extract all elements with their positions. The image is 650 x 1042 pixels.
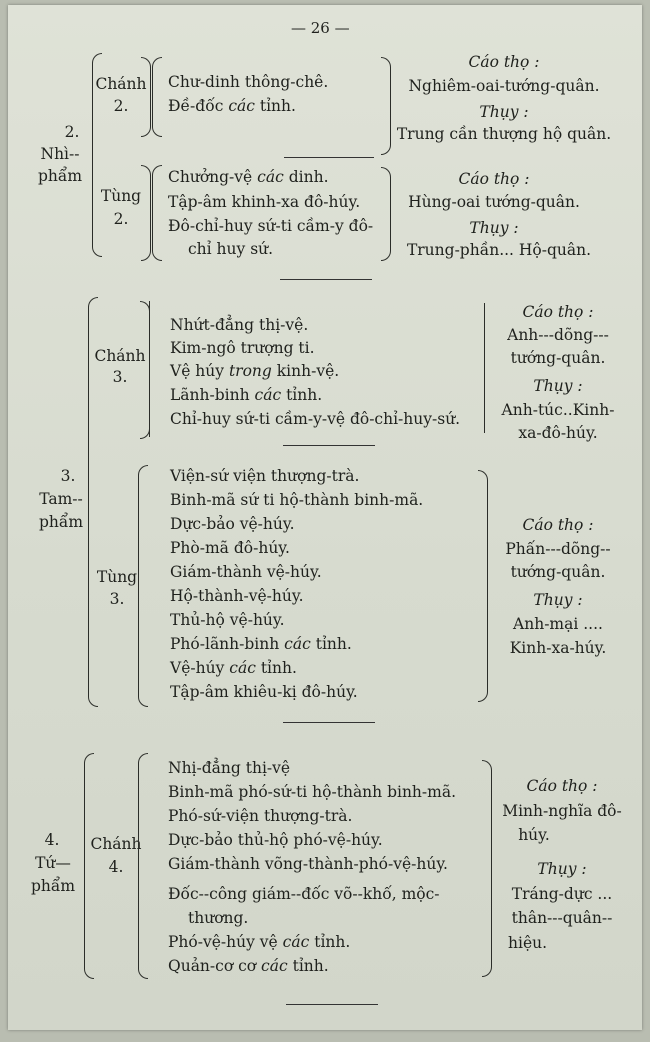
thuy-title: Trung-phần... Hộ-quân.	[406, 241, 592, 259]
rank-number: 2.	[64, 123, 80, 141]
office-title: Phó-sứ-viện thượng-trà.	[168, 807, 353, 825]
grade-number: 4.	[108, 858, 124, 876]
cao-tho-title: Anh---dõng---	[507, 326, 609, 344]
thuy-title: hiệu.	[508, 934, 548, 952]
cao-tho-label: Cáo thọ :	[522, 303, 594, 321]
cao-tho-title: húy.	[518, 826, 550, 844]
grade-number: 3.	[109, 590, 125, 608]
divider	[284, 157, 374, 158]
rank-name: Tam--	[39, 490, 83, 508]
honors-brace	[478, 470, 488, 702]
thuy-title: Anh-túc..Kinh-	[501, 401, 615, 419]
office-title: Dực-bảo vệ-húy.	[170, 515, 295, 533]
office-title: Phó-lãnh-binh các tỉnh.	[170, 635, 352, 653]
cao-tho-label: Cáo thọ :	[458, 170, 530, 188]
grade-label: Chánh	[90, 835, 142, 853]
office-title: Quản-cơ cơ các tỉnh.	[168, 957, 329, 975]
grade-brace	[141, 165, 151, 261]
titles-brace	[152, 57, 162, 137]
honors-brace	[482, 760, 492, 977]
thuy-title: thân---quân--	[511, 909, 613, 927]
rank-number: 4.	[44, 831, 60, 849]
thuy-label: Thụy :	[537, 860, 587, 878]
office-title: Đốc--công giám--đốc võ--khố, mộc-	[168, 885, 440, 903]
thuy-title: Tráng-dực ...	[511, 885, 613, 903]
office-title: Dực-bảo thủ-hộ phó-vệ-húy.	[168, 831, 383, 849]
grade-brace	[141, 57, 151, 137]
office-title: Chưởng-vệ các dinh.	[168, 168, 329, 186]
thuy-title: xa-đô-húy.	[518, 424, 598, 442]
divider	[283, 722, 375, 723]
page-number: — 26 —	[291, 19, 350, 37]
office-title: Vệ-húy các tỉnh.	[170, 659, 297, 677]
cao-tho-title: tướng-quân.	[510, 563, 606, 581]
grade-label: Chánh	[94, 347, 146, 365]
thuy-title: Kinh-xa-húy.	[509, 639, 607, 657]
cao-tho-title: tướng-quân.	[510, 349, 606, 367]
office-title: Binh-mã phó-sứ-ti hộ-thành binh-mã.	[168, 783, 457, 801]
titles-brace	[138, 753, 148, 979]
honors-brace	[381, 167, 391, 261]
cao-tho-label: Cáo thọ :	[468, 53, 540, 71]
divider	[283, 445, 375, 446]
thuy-label: Thụy :	[469, 219, 519, 237]
grade-number: 2.	[113, 210, 129, 228]
office-title: chỉ huy sứ.	[188, 240, 274, 258]
office-title: Hộ-thành-vệ-húy.	[170, 587, 304, 605]
honors-rule	[484, 303, 485, 433]
office-title: Vệ húy trong kinh-vệ.	[170, 362, 340, 380]
office-title: Chư-dinh thông-chê.	[168, 73, 329, 91]
rank-name: Nhì--	[40, 145, 80, 163]
thuy-label: Thụy :	[533, 591, 583, 609]
office-title: Viện-sứ viện thượng-trà.	[170, 467, 360, 485]
office-title: Tập-âm khinh-xa đô-húy.	[168, 193, 361, 211]
rank-number: 3.	[60, 467, 76, 485]
office-title: Tập-âm khiêu-kị đô-húy.	[170, 683, 358, 701]
grade-label: Tùng	[96, 568, 138, 586]
office-title: Phò-mã đô-húy.	[170, 539, 290, 557]
rank-name: Tứ—	[35, 854, 71, 872]
titles-rule	[149, 301, 150, 437]
honors-brace	[381, 57, 391, 155]
office-title: Giám-thành vệ-húy.	[170, 563, 322, 581]
page	[8, 5, 642, 1030]
titles-brace	[152, 165, 162, 261]
divider	[286, 1004, 378, 1005]
rank-name: phẩm	[37, 167, 83, 185]
thuy-title: Trung cần thượng hộ quân.	[396, 125, 612, 143]
thuy-title: Anh-mại ....	[513, 615, 603, 633]
office-title: Thủ-hộ vệ-húy.	[170, 611, 285, 629]
grade-number: 3.	[112, 368, 128, 386]
rank-name: phẩm	[30, 877, 76, 895]
grade-label: Tùng	[100, 187, 142, 205]
cao-tho-title: Phấn---dõng--	[505, 540, 611, 558]
office-title: Chỉ-huy sứ-ti cầm-y-vệ đô-chỉ-huy-sứ.	[170, 410, 461, 428]
thuy-label: Thụy :	[479, 103, 529, 121]
office-title: Giám-thành võng-thành-phó-vệ-húy.	[168, 855, 448, 873]
office-title: Đô-chỉ-huy sứ-ti cầm-y đô-	[168, 217, 374, 235]
grade-label: Chánh	[95, 75, 147, 93]
cao-tho-label: Cáo thọ :	[522, 516, 594, 534]
titles-brace	[138, 465, 148, 707]
office-title: Lãnh-binh các tỉnh.	[170, 386, 323, 404]
grade-number: 2.	[113, 97, 129, 115]
office-title: thương.	[188, 909, 249, 927]
office-title: Kim-ngô trượng ti.	[170, 339, 315, 357]
cao-tho-title: Minh-nghĩa đô-	[502, 802, 622, 820]
divider	[280, 279, 372, 280]
office-title: Nhị-đẳng thị-vệ	[168, 759, 291, 777]
cao-tho-title: Nghiêm-oai-tướng-quân.	[408, 77, 600, 95]
office-title: Nhứt-đẳng thị-vệ.	[170, 316, 309, 334]
thuy-label: Thụy :	[533, 377, 583, 395]
cao-tho-label: Cáo thọ :	[526, 777, 598, 795]
office-title: Phó-vệ-húy vệ các tỉnh.	[168, 933, 351, 951]
office-title: Binh-mã sứ ti hộ-thành binh-mã.	[170, 491, 424, 509]
office-title: Đề-đốc các tỉnh.	[168, 97, 296, 115]
rank-name: phẩm	[38, 513, 84, 531]
cao-tho-title: Hùng-oai tướng-quân.	[408, 193, 580, 211]
